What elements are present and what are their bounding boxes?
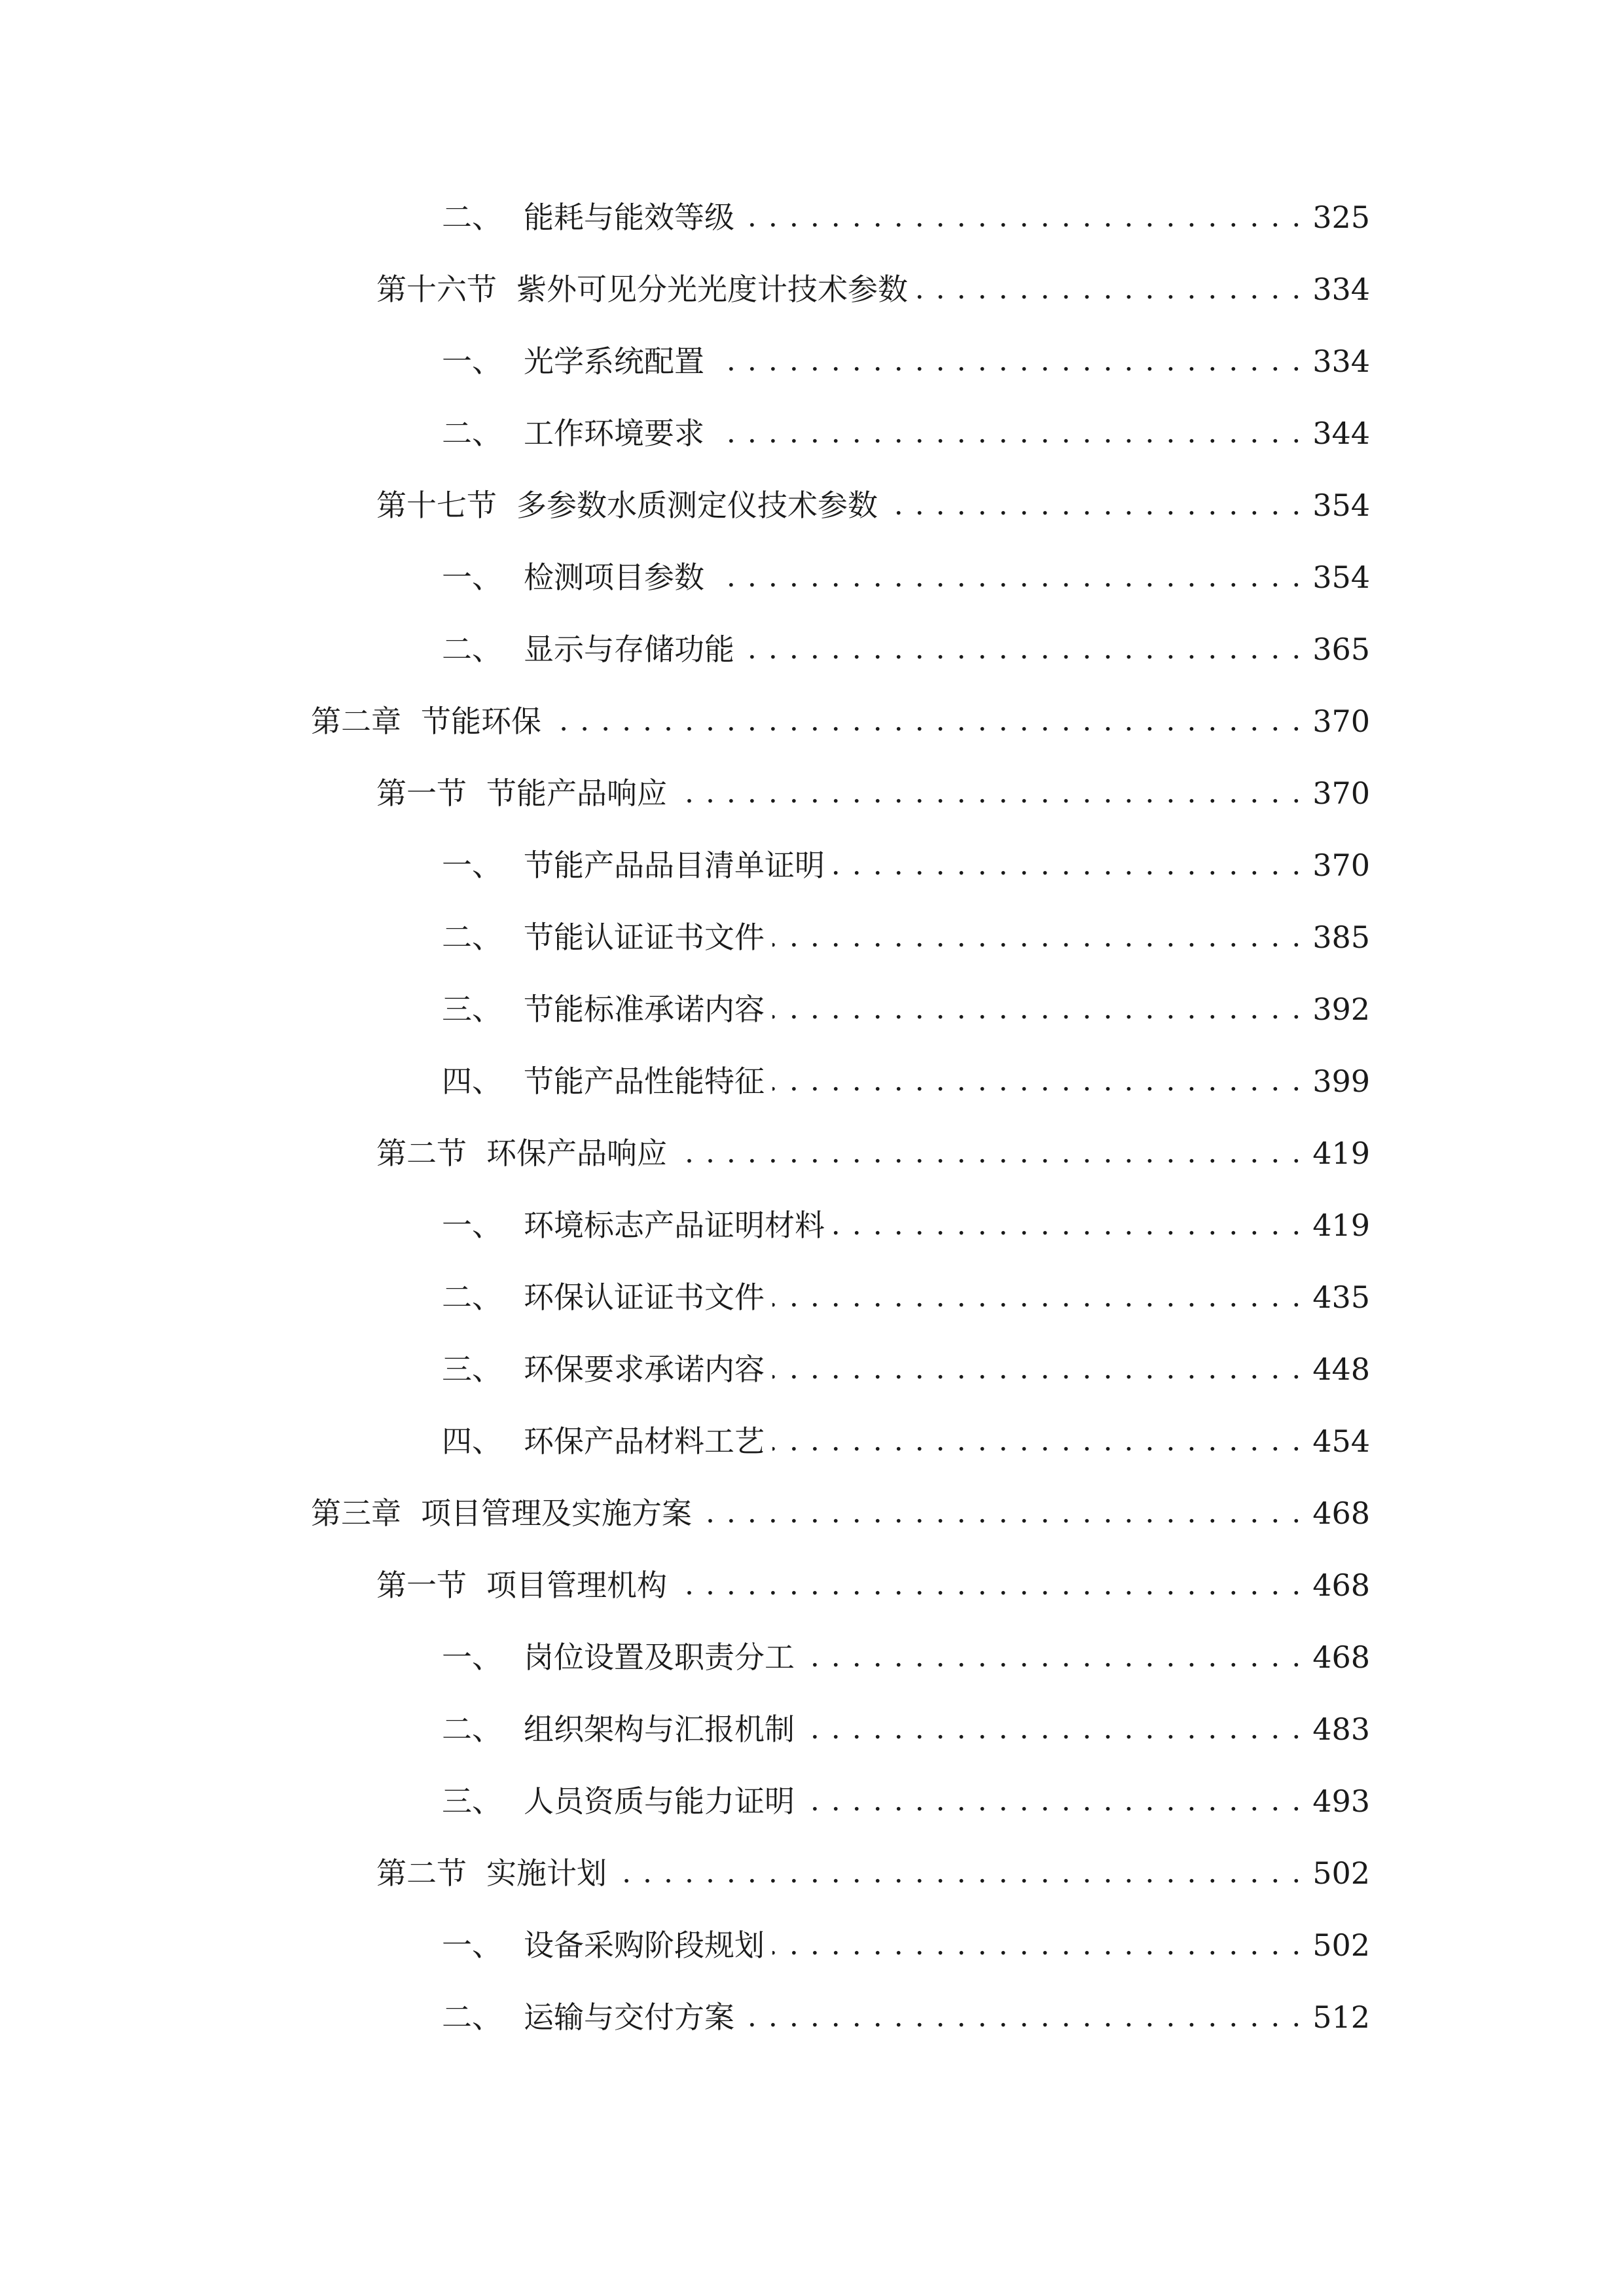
toc-entry[interactable]	[311, 695, 1370, 747]
toc-entry-page: 435	[1312, 1280, 1370, 1315]
toc-entry[interactable]	[376, 1559, 1370, 1611]
toc-entry-title: 节能产品品目清单证明	[524, 848, 825, 883]
toc-dot-leader	[700, 1487, 1302, 1539]
toc-entry-title: 节能产品性能特征	[524, 1064, 765, 1099]
toc-entry[interactable]	[442, 1271, 1370, 1323]
toc-entry-page: 502	[1312, 1928, 1370, 1963]
toc-entry-page: 370	[1312, 776, 1370, 811]
toc-entry-number: 二、	[442, 2000, 502, 2035]
toc-entry-number: 一、	[442, 344, 502, 379]
toc-entry-title: 人员资质与能力证明	[524, 1784, 795, 1819]
toc-entry[interactable]	[376, 263, 1370, 315]
toc-dot-leader	[916, 263, 1302, 315]
toc-entry-page: 512	[1312, 2000, 1370, 2035]
toc-entry-number: 二、	[442, 1712, 502, 1747]
toc-entry[interactable]	[376, 1127, 1370, 1179]
toc-dot-leader	[803, 1631, 1302, 1683]
toc-dot-leader	[742, 1991, 1302, 2043]
toc-entry[interactable]	[442, 1415, 1370, 1467]
toc-dot-leader	[772, 911, 1302, 963]
toc-entry-title: 环保认证证书文件	[524, 1280, 765, 1315]
toc-entry-page: 502	[1312, 1856, 1370, 1891]
toc-entry-title: 实施计划	[486, 1856, 607, 1891]
toc-dot-leader	[772, 1343, 1302, 1395]
toc-entry[interactable]	[442, 1775, 1370, 1827]
toc-entry-number: 第二章	[311, 704, 401, 739]
toc-entry-page: 468	[1312, 1568, 1370, 1603]
toc-entry[interactable]	[376, 1847, 1370, 1899]
toc-entry-number: 一、	[442, 560, 502, 595]
toc-entry-number: 第十六节	[376, 272, 497, 307]
toc-entry-title: 环保要求承诺内容	[524, 1352, 765, 1387]
toc-entry-title: 光学系统配置	[524, 344, 704, 379]
toc-entry-number: 一、	[442, 1640, 502, 1675]
toc-entry[interactable]	[442, 1991, 1370, 2043]
toc-entry[interactable]	[442, 839, 1370, 891]
toc-dot-leader	[886, 479, 1302, 531]
toc-entry-page: 468	[1312, 1496, 1370, 1531]
toc-dot-leader	[549, 695, 1302, 747]
toc-entry[interactable]	[442, 551, 1370, 603]
toc-entry-title: 紫外可见分光光度计技术参数	[516, 272, 908, 307]
toc-entry[interactable]	[442, 407, 1370, 459]
toc-entry-number: 二、	[442, 632, 502, 667]
toc-entry-title: 设备采购阶段规划	[524, 1928, 765, 1963]
toc-entry-page: 365	[1312, 632, 1370, 667]
toc-entry[interactable]	[442, 1199, 1370, 1251]
toc-dot-leader	[712, 407, 1302, 459]
toc-entry[interactable]	[442, 1343, 1370, 1395]
toc-dot-leader	[803, 1775, 1302, 1827]
toc-entry-page: 468	[1312, 1640, 1370, 1675]
toc-entry[interactable]	[442, 623, 1370, 675]
toc-entry-number: 一、	[442, 848, 502, 883]
toc-entry-number: 三、	[442, 1352, 502, 1387]
toc-entry-number: 四、	[442, 1064, 502, 1099]
toc-entry-number: 三、	[442, 992, 502, 1027]
toc-entry-title: 检测项目参数	[524, 560, 704, 595]
toc-entry-title: 组织架构与汇报机制	[524, 1712, 795, 1747]
toc-dot-leader	[772, 1919, 1302, 1971]
toc-entry-title: 能耗与能效等级	[524, 200, 734, 235]
toc-entry-page: 334	[1312, 272, 1370, 307]
toc-entry-title: 工作环境要求	[524, 416, 704, 451]
toc-entry[interactable]	[442, 1703, 1370, 1755]
toc-dot-leader	[772, 1415, 1302, 1467]
toc-dot-leader	[772, 983, 1302, 1035]
toc-dot-leader	[712, 335, 1302, 387]
toc-dot-leader	[615, 1847, 1302, 1899]
toc-entry-page: 399	[1312, 1064, 1370, 1099]
toc-dot-leader	[772, 1271, 1302, 1323]
toc-entry-page: 325	[1312, 200, 1370, 235]
toc-entry-page: 483	[1312, 1712, 1370, 1747]
toc-entry-page: 493	[1312, 1784, 1370, 1819]
toc-entry-title: 环保产品响应	[486, 1136, 667, 1171]
toc-entry-number: 二、	[442, 1280, 502, 1315]
toc-entry-title: 环境标志产品证明材料	[524, 1208, 825, 1243]
toc-dot-leader	[742, 191, 1302, 243]
toc-entry-title: 节能认证证书文件	[524, 920, 765, 955]
toc-entry-number: 一、	[442, 1208, 502, 1243]
toc-entry-title: 项目管理及实施方案	[421, 1496, 692, 1531]
toc-entry-page: 354	[1312, 488, 1370, 523]
toc-entry[interactable]	[442, 911, 1370, 963]
toc-entry-number: 二、	[442, 920, 502, 955]
toc-entry-page: 334	[1312, 344, 1370, 379]
toc-entry-number: 一、	[442, 1928, 502, 1963]
toc-entry-page: 344	[1312, 416, 1370, 451]
toc-entry-title: 节能环保	[421, 704, 541, 739]
toc-entry-title: 节能标准承诺内容	[524, 992, 765, 1027]
toc-dot-leader	[675, 1559, 1302, 1611]
toc-dot-leader	[712, 551, 1302, 603]
toc-entry-number: 三、	[442, 1784, 502, 1819]
toc-dot-leader	[803, 1703, 1302, 1755]
toc-entry-page: 354	[1312, 560, 1370, 595]
toc-entry-number: 第一节	[376, 1568, 467, 1603]
toc-entry-page: 454	[1312, 1424, 1370, 1459]
toc-dot-leader	[675, 767, 1302, 819]
toc-entry-page: 370	[1312, 848, 1370, 883]
toc-entry[interactable]	[442, 1055, 1370, 1107]
toc-entry-number: 二、	[442, 200, 502, 235]
toc-entry-number: 第二节	[376, 1136, 467, 1171]
toc-entry-page: 385	[1312, 920, 1370, 955]
toc-entry-title: 项目管理机构	[486, 1568, 667, 1603]
toc-dot-leader	[742, 623, 1302, 675]
toc-dot-leader	[772, 1055, 1302, 1107]
toc-entry[interactable]	[442, 335, 1370, 387]
toc-entry-page: 448	[1312, 1352, 1370, 1387]
toc-dot-leader	[833, 839, 1302, 891]
toc-entry[interactable]	[376, 767, 1370, 819]
toc-entry-title: 环保产品材料工艺	[524, 1424, 765, 1459]
toc-dot-leader	[833, 1199, 1302, 1251]
toc-entry-title: 岗位设置及职责分工	[524, 1640, 795, 1675]
toc-entry[interactable]	[376, 479, 1370, 531]
toc-entry-page: 419	[1312, 1136, 1370, 1171]
toc-entry-title: 多参数水质测定仪技术参数	[516, 488, 878, 523]
toc-entry-number: 第二节	[376, 1856, 467, 1891]
toc-entry-number: 第十七节	[376, 488, 497, 523]
toc-entry-title: 显示与存储功能	[524, 632, 734, 667]
toc-dot-leader	[675, 1127, 1302, 1179]
toc-entry-page: 419	[1312, 1208, 1370, 1243]
toc-entry-page: 370	[1312, 704, 1370, 739]
toc-entry-title: 节能产品响应	[486, 776, 667, 811]
toc-entry[interactable]	[442, 983, 1370, 1035]
toc-entry-number: 第一节	[376, 776, 467, 811]
toc-entry[interactable]	[442, 191, 1370, 243]
toc-entry-number: 四、	[442, 1424, 502, 1459]
toc-entry[interactable]	[442, 1919, 1370, 1971]
toc-entry-title: 运输与交付方案	[524, 2000, 734, 2035]
toc-entry[interactable]	[442, 1631, 1370, 1683]
toc-entry[interactable]	[311, 1487, 1370, 1539]
toc-entry-number: 第三章	[311, 1496, 401, 1531]
toc-entry-number: 二、	[442, 416, 502, 451]
toc-entry-page: 392	[1312, 992, 1370, 1027]
